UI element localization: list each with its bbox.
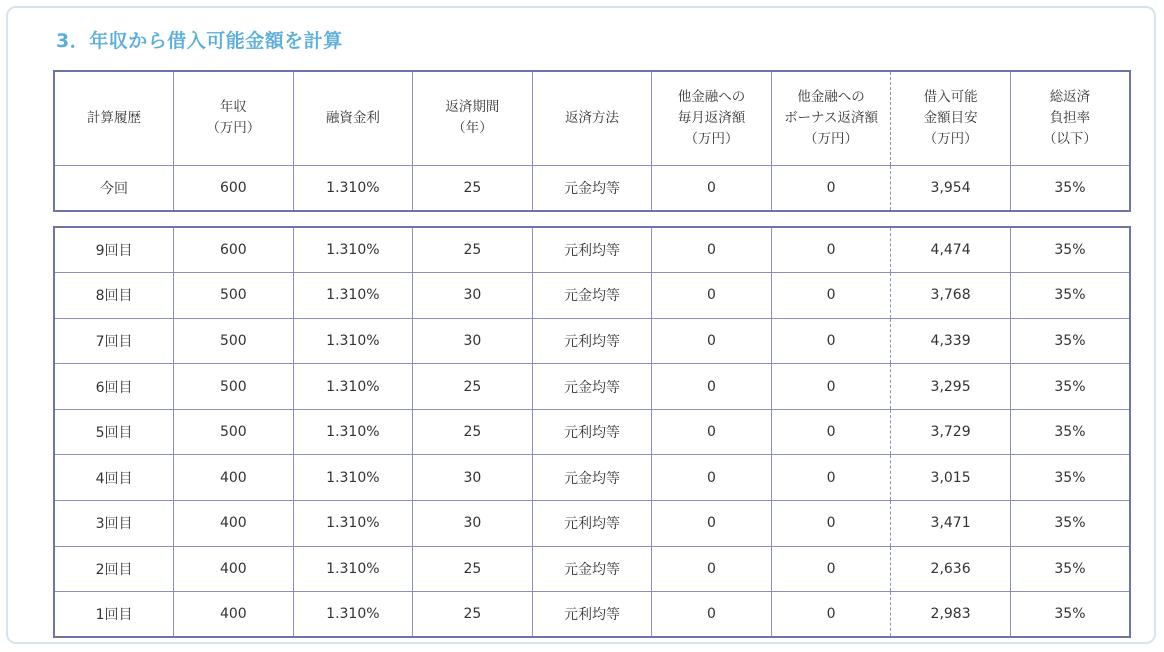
cell-debt-ratio: 35% <box>1010 364 1130 410</box>
cell-borrowable-amount: 3,295 <box>891 364 1011 410</box>
cell-other-bonus: 0 <box>771 318 891 364</box>
cell-repayment-period: 25 <box>413 227 533 273</box>
header-income: 年収 （万円） <box>174 71 294 165</box>
cell-borrowable-amount: 4,474 <box>891 227 1011 273</box>
cell-interest-rate: 1.310% <box>293 318 413 364</box>
cell-other-bonus: 0 <box>771 165 891 211</box>
header-other-bonus: 他金融への ボーナス返済額 （万円） <box>771 71 891 165</box>
cell-other-bonus: 0 <box>771 455 891 501</box>
cell-repayment-period: 25 <box>413 546 533 592</box>
cell-income: 400 <box>174 455 294 501</box>
table-row <box>54 227 1130 273</box>
cell-other-monthly: 0 <box>652 592 772 638</box>
cell-other-bonus: 0 <box>771 364 891 410</box>
cell-borrowable-amount: 3,729 <box>891 409 1011 455</box>
cell-history-label: 3回目 <box>54 501 174 547</box>
cell-repayment-period: 25 <box>413 165 533 211</box>
cell-income: 500 <box>174 318 294 364</box>
table-row <box>54 546 1130 592</box>
table-row <box>54 409 1130 455</box>
cell-income: 400 <box>174 501 294 547</box>
cell-borrowable-amount: 3,768 <box>891 273 1011 319</box>
cell-other-bonus: 0 <box>771 273 891 319</box>
header-other-monthly: 他金融への 毎月返済額 （万円） <box>652 71 772 165</box>
cell-history-label: 4回目 <box>54 455 174 501</box>
cell-history-label: 6回目 <box>54 364 174 410</box>
cell-other-bonus: 0 <box>771 227 891 273</box>
cell-repayment-method: 元利均等 <box>532 318 652 364</box>
table-row <box>54 592 1130 638</box>
header-row <box>54 71 1130 165</box>
cell-income: 600 <box>174 165 294 211</box>
header-debt-ratio: 総返済 負担率 （以下） <box>1010 71 1130 165</box>
cell-repayment-method: 元利均等 <box>532 227 652 273</box>
cell-borrowable-amount: 4,339 <box>891 318 1011 364</box>
cell-history-label: 9回目 <box>54 227 174 273</box>
cell-repayment-method: 元利均等 <box>532 501 652 547</box>
cell-other-bonus: 0 <box>771 546 891 592</box>
cell-history-label: 5回目 <box>54 409 174 455</box>
cell-repayment-method: 元利均等 <box>532 592 652 638</box>
header-repayment-period: 返済期間 （年） <box>413 71 533 165</box>
cell-borrowable-amount: 3,471 <box>891 501 1011 547</box>
cell-interest-rate: 1.310% <box>293 501 413 547</box>
cell-history-label: 8回目 <box>54 273 174 319</box>
cell-income: 400 <box>174 546 294 592</box>
cell-interest-rate: 1.310% <box>293 546 413 592</box>
cell-debt-ratio: 35% <box>1010 227 1130 273</box>
cell-debt-ratio: 35% <box>1010 318 1130 364</box>
header-repayment-method: 返済方法 <box>532 71 652 165</box>
cell-repayment-method: 元金均等 <box>532 546 652 592</box>
cell-income: 500 <box>174 364 294 410</box>
header-history: 計算履歴 <box>54 71 174 165</box>
cell-repayment-period: 25 <box>413 592 533 638</box>
cell-debt-ratio: 35% <box>1010 409 1130 455</box>
cell-interest-rate: 1.310% <box>293 364 413 410</box>
cell-other-bonus: 0 <box>771 409 891 455</box>
cell-debt-ratio: 35% <box>1010 455 1130 501</box>
cell-repayment-period: 30 <box>413 318 533 364</box>
cell-debt-ratio: 35% <box>1010 165 1130 211</box>
cell-other-monthly: 0 <box>652 318 772 364</box>
cell-repayment-period: 25 <box>413 364 533 410</box>
cell-borrowable-amount: 3,015 <box>891 455 1011 501</box>
cell-other-monthly: 0 <box>652 546 772 592</box>
section-title: 3．年収から借入可能金額を計算 <box>56 30 343 52</box>
cell-interest-rate: 1.310% <box>293 455 413 501</box>
cell-debt-ratio: 35% <box>1010 546 1130 592</box>
cell-other-bonus: 0 <box>771 501 891 547</box>
cell-debt-ratio: 35% <box>1010 501 1130 547</box>
table-row <box>54 501 1130 547</box>
table-row <box>54 273 1130 319</box>
current-row <box>54 165 1130 211</box>
cell-interest-rate: 1.310% <box>293 273 413 319</box>
cell-other-monthly: 0 <box>652 409 772 455</box>
cell-repayment-period: 30 <box>413 455 533 501</box>
cell-history-label: 今回 <box>54 165 174 211</box>
current-result-table <box>53 70 1131 212</box>
cell-repayment-period: 25 <box>413 409 533 455</box>
table-row <box>54 318 1130 364</box>
cell-repayment-method: 元金均等 <box>532 455 652 501</box>
cell-debt-ratio: 35% <box>1010 273 1130 319</box>
header-interest-rate: 融資金利 <box>293 71 413 165</box>
cell-other-monthly: 0 <box>652 455 772 501</box>
cell-debt-ratio: 35% <box>1010 592 1130 638</box>
header-borrowable-amount: 借入可能 金額目安 （万円） <box>891 71 1011 165</box>
cell-other-monthly: 0 <box>652 227 772 273</box>
cell-income: 600 <box>174 227 294 273</box>
cell-repayment-method: 元金均等 <box>532 273 652 319</box>
history-table <box>53 226 1131 638</box>
cell-interest-rate: 1.310% <box>293 165 413 211</box>
cell-interest-rate: 1.310% <box>293 227 413 273</box>
cell-borrowable-amount: 2,983 <box>891 592 1011 638</box>
cell-history-label: 7回目 <box>54 318 174 364</box>
cell-repayment-method: 元金均等 <box>532 165 652 211</box>
cell-history-label: 1回目 <box>54 592 174 638</box>
cell-income: 500 <box>174 409 294 455</box>
cell-repayment-method: 元金均等 <box>532 364 652 410</box>
table-row <box>54 455 1130 501</box>
cell-repayment-period: 30 <box>413 273 533 319</box>
table-row <box>54 364 1130 410</box>
cell-other-monthly: 0 <box>652 165 772 211</box>
cell-other-monthly: 0 <box>652 364 772 410</box>
cell-other-monthly: 0 <box>652 273 772 319</box>
cell-borrowable-amount: 2,636 <box>891 546 1011 592</box>
cell-income: 400 <box>174 592 294 638</box>
cell-interest-rate: 1.310% <box>293 409 413 455</box>
cell-other-bonus: 0 <box>771 592 891 638</box>
cell-interest-rate: 1.310% <box>293 592 413 638</box>
cell-repayment-period: 30 <box>413 501 533 547</box>
cell-income: 500 <box>174 273 294 319</box>
cell-history-label: 2回目 <box>54 546 174 592</box>
cell-borrowable-amount: 3,954 <box>891 165 1011 211</box>
cell-repayment-method: 元利均等 <box>532 409 652 455</box>
cell-other-monthly: 0 <box>652 501 772 547</box>
